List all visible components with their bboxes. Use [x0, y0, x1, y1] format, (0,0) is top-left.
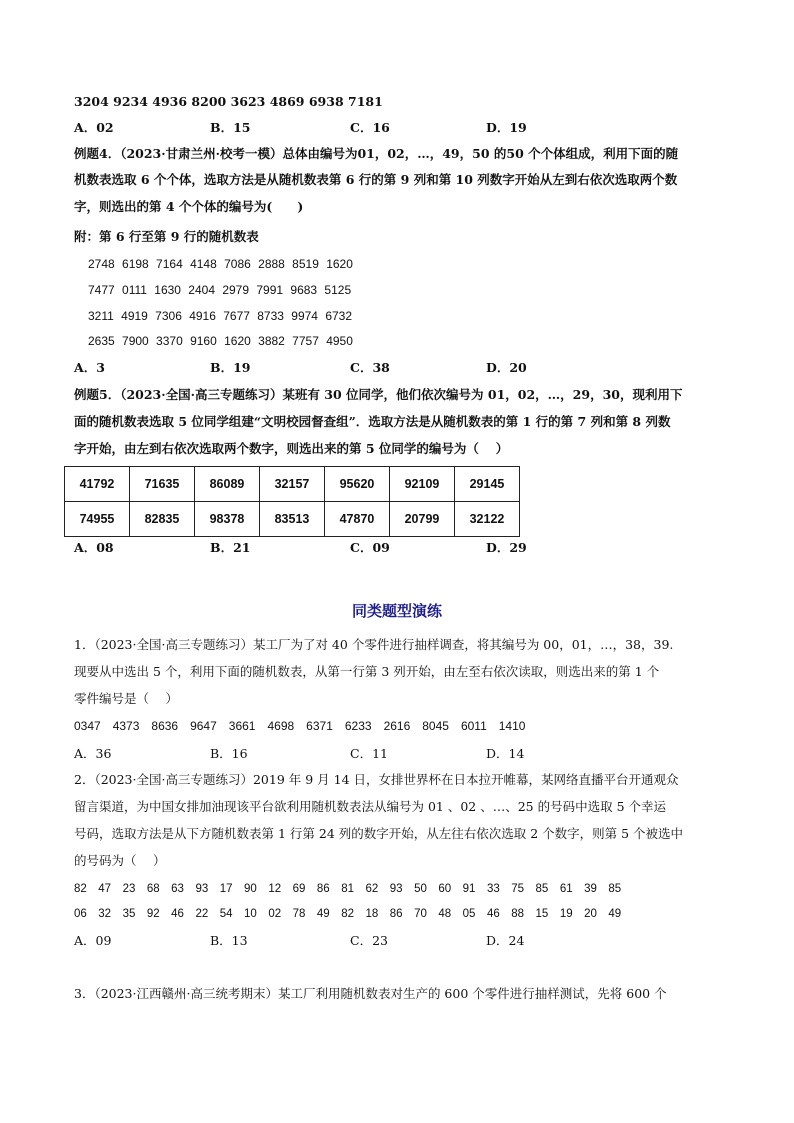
example5-line3: 字开始，由左到右依次选取两个数字，则选出来的第 5 位同学的编号为（ ） [74, 441, 509, 456]
option-a: A．09 [74, 933, 112, 948]
example4-line1: 例题4．（2023·甘肃兰州·校考一模）总体由编号为01，02，…，49，50 的50 个个体组成，利用下面的随 [74, 146, 679, 161]
table-cell: 32157 [260, 467, 325, 502]
random-number-table [64, 466, 520, 537]
option-d: D．19 [486, 120, 527, 135]
table-cell: 86089 [195, 467, 260, 502]
random-row: 7477 0111 1630 2404 2979 7991 9683 5125 [88, 283, 352, 297]
table-cell: 82835 [130, 502, 195, 537]
table-cell: 92109 [390, 467, 455, 502]
option-b: B．16 [210, 746, 248, 761]
table-row [65, 502, 520, 537]
option-d: D．24 [486, 933, 525, 948]
question2-random-row2: 06 32 35 92 46 22 54 10 02 78 49 82 18 86 70 48 05 46 88 15 19 20 49 [74, 908, 622, 920]
example4-line2: 机数表选取 6 个个体，选取方法是从随机数表第 6 行的第 9 列和第 10 列数字开始从左到右依次选取两个数 [74, 172, 678, 187]
table-cell: 95620 [325, 467, 390, 502]
example5-line1: 例题5．（2023·全国·高三专题练习）某班有 30 位同学，他们依次编号为 01，02，…，29，30，现利用下 [74, 387, 683, 402]
prev-options [74, 119, 574, 137]
question2-line2: 留言渠道，为中国女排加油现该平台欲利用随机数表法从编号为 01 、02 、…、25 的号码中选取 5 个幸运 [74, 799, 667, 814]
example4-options [74, 359, 574, 377]
question1-line3: 零件编号是（ ） [74, 691, 178, 706]
question2-line1: 2．（2023·全国·高三专题练习）2019 年 9 月 14 日，女排世界杯在日本拉开帷幕，某网络直播平台开通观众 [74, 772, 679, 787]
table-cell: 29145 [455, 467, 520, 502]
random-row: 2635 7900 3370 9160 1620 3882 7757 4950 [88, 334, 353, 348]
option-a: A．02 [74, 120, 114, 135]
question2-line3: 号码，选取方法是从下方随机数表第 1 行第 24 列的数字开始，从左往右依次选取 2 个数字，则第 5 个被选中 [74, 826, 684, 841]
option-a: A．3 [74, 360, 105, 375]
example5-line2: 面的随机数表选取 5 位同学组建“文明校园督查组”．选取方法是从随机数表的第 1 行的第 7 列和第 8 列数 [74, 414, 671, 429]
option-c: C．38 [350, 360, 390, 375]
question2-options [74, 932, 574, 950]
table-cell: 74955 [65, 502, 130, 537]
section-title: 同类题型演练 [351, 602, 442, 620]
example4-note: 附：第 6 行至第 9 行的随机数表 [74, 229, 259, 244]
question3-line1: 3．（2023·江西赣州·高三统考期末）某工厂利用随机数表对生产的 600 个零件进行抽样测试，先将 600 个 [74, 986, 667, 1001]
prev-random-numbers: 3204 9234 4936 8200 3623 4869 6938 7181 [74, 94, 383, 109]
question1-line1: 1．（2023·全国·高三专题练习）某工厂为了对 40 个零件进行抽样调查，将其编号为 00，01，…，38，39. [74, 637, 674, 652]
table-cell: 41792 [65, 467, 130, 502]
option-d: D．29 [486, 540, 527, 555]
option-a: A．36 [74, 746, 112, 761]
table-cell: 98378 [195, 502, 260, 537]
option-b: B．13 [210, 933, 248, 948]
table-cell: 20799 [390, 502, 455, 537]
option-b: B．15 [210, 120, 251, 135]
question2-random-row1: 82 47 23 68 63 93 17 90 12 69 86 81 62 93 50 60 91 33 75 85 61 39 85 [74, 883, 622, 895]
question1-random-numbers: 0347 4373 8636 9647 3661 4698 6371 6233 2616 8045 6011 1410 [74, 719, 526, 733]
table-cell: 47870 [325, 502, 390, 537]
question2-line4: 的号码为（ ） [74, 853, 166, 868]
option-b: B．21 [210, 540, 251, 555]
question1-options [74, 745, 574, 763]
table-row [65, 467, 520, 502]
table-cell: 83513 [260, 502, 325, 537]
table-cell: 71635 [130, 467, 195, 502]
option-b: B．19 [210, 360, 251, 375]
option-c: C．16 [350, 120, 390, 135]
option-d: D．14 [486, 746, 525, 761]
table-cell: 32122 [455, 502, 520, 537]
option-c: C．09 [350, 540, 390, 555]
example5-options [74, 539, 574, 557]
option-c: C．23 [350, 933, 388, 948]
option-a: A．08 [74, 540, 114, 555]
random-row: 3211 4919 7306 4916 7677 8733 9974 6732 [88, 309, 353, 323]
example4-line3: 字，则选出的第 4 个个体的编号为( ) [74, 199, 304, 214]
question1-line2: 现要从中选出 5 个，利用下面的随机数表，从第一行第 3 列开始，由左至右依次读取，则选出来的第 1 个 [74, 664, 660, 679]
random-row: 2748 6198 7164 4148 7086 2888 8519 1620 [88, 257, 353, 271]
option-c: C．11 [350, 746, 388, 761]
option-d: D．20 [486, 360, 527, 375]
